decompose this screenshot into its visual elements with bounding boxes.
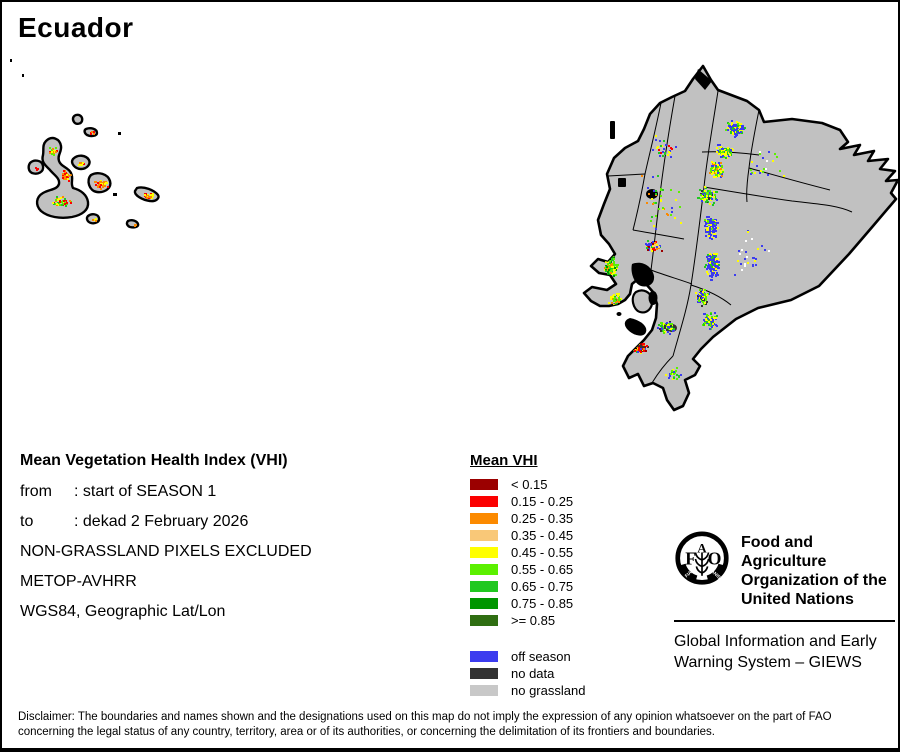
legend-swatch xyxy=(470,651,498,662)
info-row-to xyxy=(20,513,312,531)
legend xyxy=(470,452,585,699)
fao-divider xyxy=(674,620,895,622)
legend-swatch xyxy=(470,547,498,558)
svg-text:A: A xyxy=(697,540,707,556)
fao-logo-icon xyxy=(674,530,730,588)
legend-label: 0.35 - 0.45 xyxy=(511,528,574,543)
legend-row xyxy=(470,476,585,493)
legend-label: < 0.15 xyxy=(511,477,548,492)
legend-swatch xyxy=(470,615,498,626)
legend-swatch xyxy=(470,513,498,524)
info-heading: Mean Vegetation Health Index (VHI) xyxy=(20,452,288,469)
mainland-ecuador xyxy=(584,66,898,410)
legend-row xyxy=(470,648,585,665)
info-label: to xyxy=(20,513,34,530)
legend-label: off season xyxy=(511,649,571,664)
legend-label: 0.55 - 0.65 xyxy=(511,562,574,577)
legend-classes xyxy=(470,476,585,629)
legend-row xyxy=(470,595,585,612)
legend-swatch xyxy=(470,479,498,490)
disclaimer-line-2: concerning the legal status of any country, territory, area or of its authorities, or concerning the delimitation of its frontiers and boundaries. xyxy=(18,726,715,738)
disclaimer xyxy=(18,710,892,740)
legend-label: 0.65 - 0.75 xyxy=(511,579,574,594)
legend-row xyxy=(470,561,585,578)
info-line: METOP-AVHRR xyxy=(20,573,137,590)
legend-swatch xyxy=(470,685,498,696)
legend-row xyxy=(470,665,585,682)
legend-swatch xyxy=(470,581,498,592)
legend-label: 0.75 - 0.85 xyxy=(511,596,574,611)
svg-text:O: O xyxy=(707,548,722,569)
svg-text:FIAT: FIAT xyxy=(683,568,695,579)
info-row-from xyxy=(20,483,312,501)
fao-org-name: Food and Agriculture Organization of the United Nations xyxy=(741,534,887,608)
legend-row xyxy=(470,682,585,699)
info-block xyxy=(20,452,312,633)
legend-swatch xyxy=(470,496,498,507)
legend-label: 0.25 - 0.35 xyxy=(511,511,574,526)
legend-label: >= 0.85 xyxy=(511,613,556,628)
legend-swatch xyxy=(470,564,498,575)
legend-swatch xyxy=(470,530,498,541)
fao-block xyxy=(674,530,896,673)
legend-row xyxy=(470,578,585,595)
svg-text:F: F xyxy=(685,548,697,569)
page-title: Ecuador xyxy=(18,12,134,43)
legend-row xyxy=(470,493,585,510)
legend-swatch xyxy=(470,668,498,679)
svg-text:PANIS: PANIS xyxy=(707,566,722,580)
disclaimer-line-1: Disclaimer: The boundaries and names shown and the designations used on this map do not imply the expression of any opinion whatsoever on the part of FAO xyxy=(18,711,832,723)
info-line: NON-GRASSLAND PIXELS EXCLUDED xyxy=(20,543,312,560)
legend-row xyxy=(470,612,585,629)
legend-swatch xyxy=(470,598,498,609)
legend-title: Mean VHI xyxy=(470,452,538,469)
legend-label: 0.45 - 0.55 xyxy=(511,545,574,560)
legend-label: 0.15 - 0.25 xyxy=(511,494,574,509)
giews-text: Global Information and Early Warning System – GIEWS xyxy=(674,633,877,671)
legend-row xyxy=(470,544,585,561)
legend-label: no data xyxy=(511,666,555,681)
info-value: : start of SEASON 1 xyxy=(74,483,217,500)
info-value: : dekad 2 February 2026 xyxy=(74,513,249,530)
legend-row xyxy=(470,527,585,544)
info-line: WGS84, Geographic Lat/Lon xyxy=(20,603,226,620)
info-label: from xyxy=(20,483,52,500)
legend-label: no grassland xyxy=(511,683,586,698)
legend-extra xyxy=(470,648,585,699)
legend-row xyxy=(470,510,585,527)
